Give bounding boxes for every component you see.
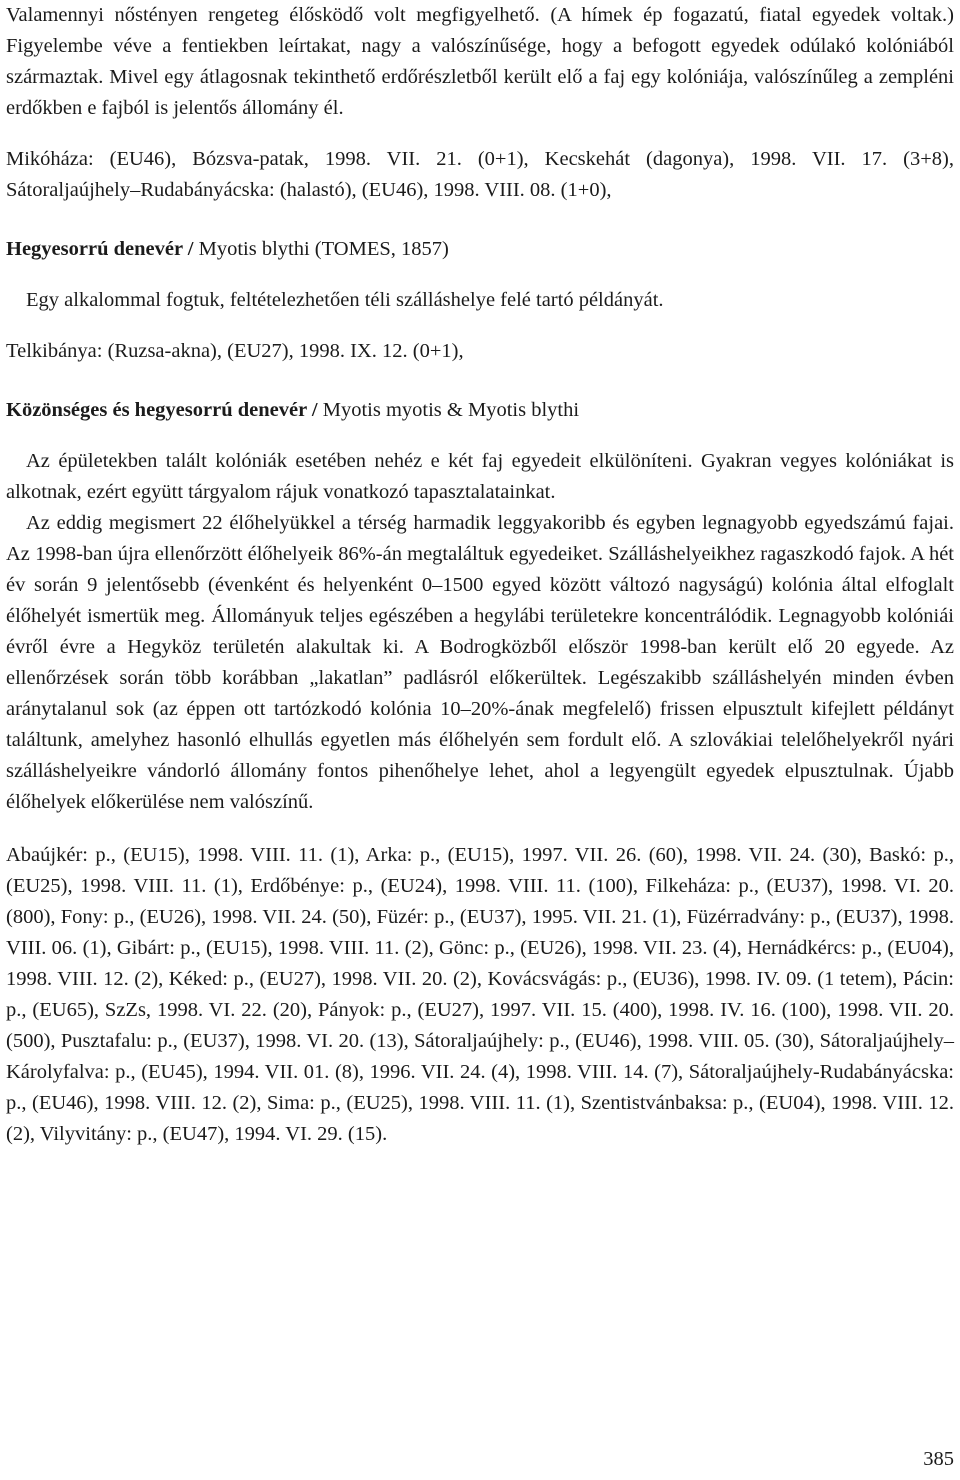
species2-text2: Az eddig megismert 22 élőhelyükkel a térség harmadik leggyakoribb és egyben legnagyobb egyedszámú fajai. Az 1998-ban újra ellenőrzött élőhelyeik 86%-án megtaláltuk egyedeiket. Szálláshelyeikhez ragaszkodó fajok. A hét év során 9 jelentősebb (évenként és helyenként 0–1500 egyed között változó nagyságú) kolónia által elfoglalt élőhelyét ismertük meg. Állományuk teljes egészében a hegylábi területekre koncentrálódik. Legnagyobb kolóniái évről évre a Hegyköz területén alakultak ki. A Bodrogközből először 1998-ban került elő 20 egyede. Az ellenőrzések során több korábban „lakatlan” padlásról előkerültek. Legészakibb szálláshelyén minden évben aránytalanul sok (az éppen ott tartózkodó kolónia 10–20%-ának megfelelő) frissen elpusztult kifejlett példányt találtunk, amelyhez hasonló elhullás egyetlen más élőhelyén sem fordult elő. A szlovákiai telelőhelyekről nyári szálláshelyeikre vándorló állomány fontos pihenőhelye lehet, ahol a legyengült egyedek elpusztulnak. Újabb élőhelyek előkerülése nem valószínű. — [6, 512, 954, 813]
species1-name: Hegyesorrú denevér / — [6, 238, 194, 260]
species2-records: Abaújkér: p., (EU15), 1998. VIII. 11. (1), Arka: p., (EU15), 1997. VII. 26. (60), 1998. VII. 24. (30), Baskó: p., (EU25), 1998. VIII. 11. (1), Erdőbénye: p., (EU24), 1998. VIII. 11. (100), Filkeháza: p., (EU37), 1998. VI. 20. (800), Fony: p., (EU26), 1998. VII. 24. (50), Füzér: p., (EU37), 1995. VII. 21. (1), Füzérradvány: p., (EU37), 1998. VIII. 06. (1), Gibárt: p., (EU15), 1998. VIII. 11. (2), Gönc: p., (EU26), 1998. VII. 23. (4), Hernádkércs: p., (EU04), 1998. VIII. 12. (2), Kéked: p., (EU27), 1998. VII. 20. (2), Kovácsvágás: p., (EU36), 1998. IV. 09. (1 tetem), Pácin: p., (EU65), SzZs, 1998. VI. 22. (20), Pányok: p., (EU27), 1997. VII. 15. (400), 1998. IV. 16. (100), 1998. VII. 20. (500), Pusztafalu: p., (EU37), 1998. VI. 20. (13), Sátoraljaújhely: p., (EU46), 1998. VIII. 05. (30), Sátoraljaújhely–Károlyfalva: p., (EU45), 1994. VII. 01. (8), 1996. VII. 24. (4), 1998. VIII. 14. (7), Sátoraljaújhely-Rudabányácska: p., (EU46), 1998. VIII. 12. (2), Sima: p., (EU25), 1998. VIII. 11. (1), Szentistvánbaksa: p., (EU04), 1998. VIII. 12. (2), Vilyvitány: p., (EU47), 1994. VI. 29. (15). — [6, 844, 954, 1145]
species1-records: Telkibánya: (Ruzsa-akna), (EU27), 1998. IX. 12. (0+1), — [6, 340, 464, 362]
intro-records: Mikóháza: (EU46), Bózsva-patak, 1998. VII. 21. (0+1), Kecskehát (dagonya), 1998. VII. 17. (3+8), Sátoraljaújhely–Rudabányácska: (halastó), (EU46), 1998. VIII. 08. (1+0), — [6, 148, 954, 201]
species1-heading — [6, 234, 954, 265]
page-number: 385 — [923, 1448, 954, 1470]
species2-heading — [6, 395, 954, 426]
species2-latin: Myotis myotis & Myotis blythi — [317, 399, 580, 421]
species2-name: Közönséges és hegyesorrú denevér / — [6, 399, 318, 421]
page-body — [6, 0, 954, 1150]
species2-text1: Az épületekben talált kolóniák esetében nehéz e két faj egyedeit elkülöníteni. Gyakran vegyes kolóniákat is alkotnak, ezért együtt tárgyalom rájuk vonatkozó tapasztalatainkat. — [6, 450, 954, 503]
intro-paragraph: Valamennyi nőstényen rengeteg élősködő volt megfigyelhető. (A hímek ép fogazatú, fiatal egyedek voltak.) Figyelembe véve a fentiekben leírtakat, nagy a valószínűsége, hogy a befogott egyedek odúlakó kolóniából származtak. Mivel egy átlagosnak tekinthető erdőrészletből került elő a faj egy kolóniája, valószínűleg a zempléni erdőkben e fajból is jelentős állomány él. — [6, 4, 954, 119]
species1-text: Egy alkalommal fogtuk, feltételezhetően téli szálláshelye felé tartó példányát. — [26, 289, 664, 311]
species1-latin: Myotis blythi (TOMES, 1857) — [193, 238, 449, 260]
